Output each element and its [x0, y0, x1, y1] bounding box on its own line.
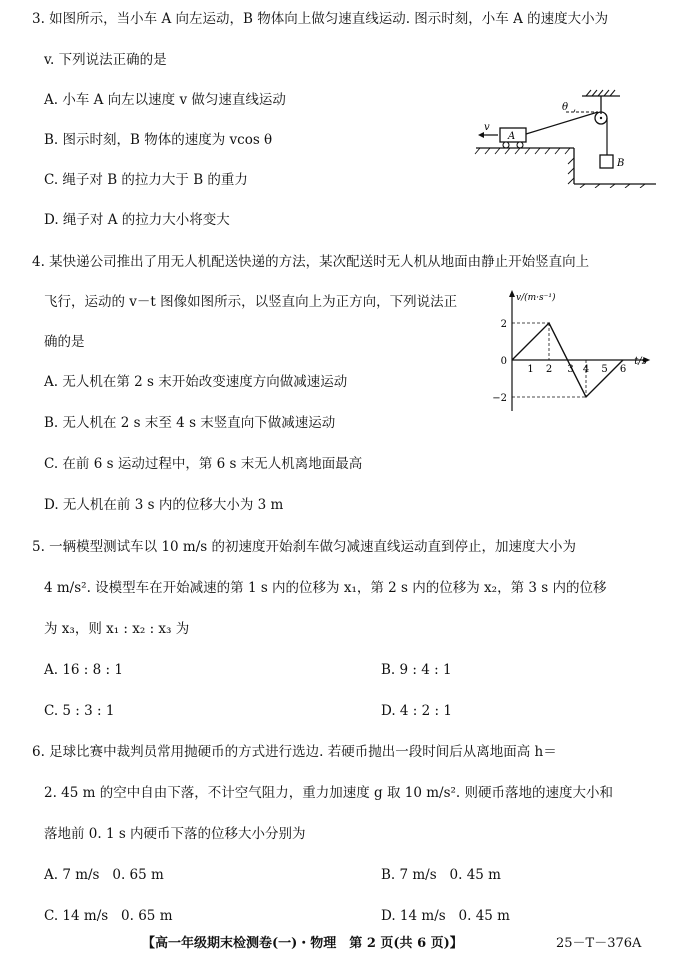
- q3-option-a: A. 小车 A 向左以速度 v 做匀速直线运动: [44, 92, 286, 108]
- q5-stem-line2: 4 m/s². 设模型车在开始减速的第 1 s 内的位移为 x₁，第 2 s 内的位移为 x₂，第 3 s 内的位移: [44, 580, 607, 596]
- q3-figure: [470, 88, 660, 188]
- q5-option-b: B. 9 : 4 : 1: [381, 662, 452, 678]
- wheel-icon: [517, 142, 523, 148]
- q5-option-d: D. 4 : 2 : 1: [381, 703, 452, 719]
- q4-option-b: B. 无人机在 2 s 末至 4 s 末竖直向下做减速运动: [44, 415, 336, 431]
- q5-stem-line3: 为 x₃，则 x₁ : x₂ : x₃ 为: [44, 621, 190, 637]
- q4-option-a: A. 无人机在第 2 s 末开始改变速度方向做减速运动: [44, 374, 348, 390]
- q6-stem-line1: 6. 足球比赛中裁判员常用抛硬币的方式进行选边. 若硬币抛出一段时间后从离地面高 h＝: [32, 744, 557, 760]
- q4-option-c: C. 在前 6 s 运动过程中，第 6 s 末无人机离地面最高: [44, 456, 363, 472]
- q6-option-b: B. 7 m/s 0. 45 m: [381, 867, 501, 883]
- x-axis-label: t/s: [634, 356, 647, 367]
- y-tick-label: −2: [492, 393, 507, 404]
- q5-stem-line1: 5. 一辆模型测试车以 10 m/s 的初速度开始刹车做匀减速直线运动直到停止，加速度大小为: [32, 539, 577, 555]
- label-v: v: [484, 122, 490, 133]
- q6-option-d: D. 14 m/s 0. 45 m: [381, 908, 510, 924]
- block-b: [600, 155, 613, 168]
- q4-stem-line2: 飞行，运动的 v－t 图像如图所示，以竖直向上为正方向，下列说法正: [44, 294, 458, 310]
- q3-option-b: B. 图示时刻，B 物体的速度为 vcos θ: [44, 132, 273, 148]
- vt-chart: [488, 286, 668, 411]
- q6-stem-line3: 落地前 0. 1 s 内硬币下落的位移大小分别为: [44, 826, 306, 842]
- x-tick-label: 4: [582, 364, 590, 375]
- q4-stem-line3: 确的是: [44, 334, 85, 350]
- footer-title: 【高一年级期末检测卷(一)・物理 第 2 页(共 6 页)】: [142, 936, 463, 951]
- y-axis-arrow-icon: [509, 290, 515, 297]
- q6-option-a: A. 7 m/s 0. 65 m: [44, 867, 164, 883]
- q4-stem-line1: 4. 某快递公司推出了用无人机配送快递的方法，某次配送时无人机从地面由静止开始竖直向上: [32, 254, 590, 270]
- x-tick-label: 6: [619, 364, 627, 375]
- q6-option-c: C. 14 m/s 0. 65 m: [44, 908, 173, 924]
- footer-code: 25－T－376A: [556, 936, 642, 951]
- q3-stem-line1: 3. 如图所示，当小车 A 向左运动，B 物体向上做匀速直线运动. 图示时刻，小车 A 的速度大小为: [32, 11, 609, 27]
- q3-option-c: C. 绳子对 B 的拉力大于 B 的重力: [44, 172, 248, 188]
- q6-stem-line2: 2. 45 m 的空中自由下落，不计空气阻力，重力加速度 g 取 10 m/s². 则硬币落地的速度大小和: [44, 785, 613, 801]
- wheel-icon: [503, 142, 509, 148]
- x-tick-label: 2: [545, 364, 553, 375]
- x-tick-label: 1: [527, 364, 534, 375]
- x-tick-label: 3: [567, 364, 574, 375]
- y-tick-label: 0: [500, 356, 507, 367]
- label-a: A: [508, 131, 516, 142]
- q5-option-a: A. 16 : 8 : 1: [44, 662, 123, 678]
- x-tick-label: 5: [601, 364, 608, 375]
- label-b: B: [617, 158, 625, 169]
- q5-option-c: C. 5 : 3 : 1: [44, 703, 115, 719]
- y-tick-label: 2: [500, 319, 507, 330]
- q3-stem-line2: v. 下列说法正确的是: [44, 52, 167, 68]
- q4-option-d: D. 无人机在前 3 s 内的位移大小为 3 m: [44, 497, 284, 513]
- q3-option-d: D. 绳子对 A 的拉力大小将变大: [44, 212, 230, 228]
- label-theta: θ: [562, 102, 569, 113]
- y-axis-label: v/(m·s⁻¹): [516, 293, 556, 303]
